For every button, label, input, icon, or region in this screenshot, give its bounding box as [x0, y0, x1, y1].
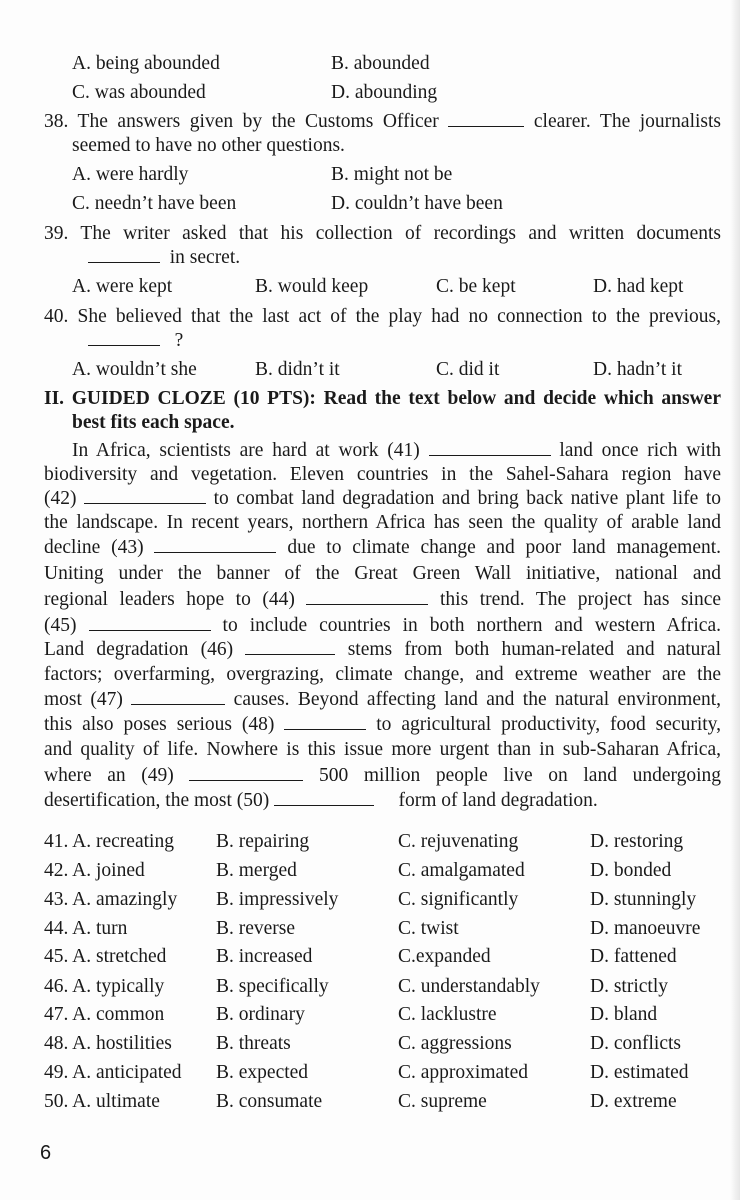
page-edge-shadow: [730, 0, 740, 1200]
passage-line: In Africa, scientists are hard at work (41) land once rich with: [72, 440, 721, 461]
passage-line: regional leaders hope to (44) this trend. The project has since: [44, 589, 722, 610]
passage-line: factors; overfarming, overgrazing, climate change, and extreme weather are the: [44, 664, 721, 685]
q40-stem-line1: 40. She believed that the last act of the play had no connection to the previous,: [44, 306, 721, 327]
q37-option-a: A. being abounded: [72, 53, 220, 74]
blank-47: [131, 690, 225, 705]
q37-option-d: D. abounding: [331, 82, 438, 103]
passage-line: decline (43) due to climate change and poor land management.: [44, 537, 722, 558]
blank-43: [154, 538, 276, 553]
answer-blank: [88, 331, 160, 346]
q37-option-b: B. abounded: [331, 53, 430, 74]
passage-line: (42) to combat land degradation and bring back native plant life to: [44, 488, 722, 509]
q39-option-a: A. were kept: [72, 276, 173, 297]
page-number: 6: [40, 1142, 52, 1164]
blank-44: [306, 590, 428, 605]
blank-45: [89, 616, 211, 631]
passage-line: and quality of life. Nowhere is this issue more urgent than in sub-Saharan Africa,: [44, 739, 721, 760]
q39-stem-line2: in secret.: [88, 246, 240, 270]
section-heading: II. GUIDED CLOZE (10 PTS): Read the text below and decide which answer: [44, 388, 721, 409]
q40-option-d: D. hadn’t it: [593, 359, 683, 380]
blank-46: [245, 640, 335, 655]
blank-50: [274, 791, 374, 806]
blank-49: [189, 766, 303, 781]
q39-option-c: C. be kept: [436, 276, 516, 297]
passage-line: most (47) causes. Beyond affecting land and the natural environment,: [44, 689, 722, 710]
passage-line: Uniting under the banner of the Great Green Wall initiative, national and: [44, 563, 721, 584]
blank-48: [284, 715, 366, 730]
q39-option-d: D. had kept: [593, 276, 684, 297]
passage-line: where an (49) 500 million people live on land undergoing: [44, 765, 722, 786]
passage-line: the landscape. In recent years, northern Africa has seen the quality of arable land: [44, 512, 721, 533]
exam-page: A. being abounded B. abounded C. was abounded D. abounding 38. The answers given by the Customs Officer clearer. The journalists seemed to have no other questions. A. were hardly B. might not be C. needn’t have been D. couldn’t have been 39. The writer asked that his collection of recordings and written documents in secret. A. were kept B. would keep C. be kept D. had kept 40. She believed that the last act of the play had no connection to the previous, ? A. wouldn’t she B. didn’t it C. did it D. hadn’t it II. GUIDED CLOZE (10 PTS): Read the text below and decide which answer best fits each space. In Africa, scientists are hard at work (41) land once rich with biodiversity and vegetation. Eleven countries in the Sahel-Sahara region have (42) to combat land degradation and bring back native plant life to the landscape. In recent years, northern Africa has seen the quality of arable land decline (43) due to climate change and poor land management. Uniting under the banner of the Great Green Wall initiative, national and regional leaders hope to (44) this trend. The project has since (45) to include countries in both northern and western Africa. Land degradation (46) stems from both human-related and natural factors; overfarming, overgrazing, climate change, and extreme weather are the most (47) causes. Beyond affecting land and the natural environment, this also poses serious (48) to agricultural productivity, food security, and quality of life. Nowhere is this issue more urgent than in sub-Saharan Africa, where an (49) 500 million people live on land undergoing desertification, the most (50) form of land degradation. 41. A. recreating B. repairing C. rejuvenating D. restoring 42. A. joined B. merged C. amalgamated D. bonded 43. A. amazingly B. impressively C. significantly D. stunningly 44. A. turn B. reverse C. twist D. manoeuvre 45. A. stretched B. increased C.expanded D. fattened 46. A. typically B. specifically C. understandably D. strictly 47. A. common B. ordinary C. lacklustre D. bland 48. A. hostilities B. threats C. aggressions D. conflicts 49. A. anticipated B. expected C. approximated D. estimated 50. A. ultimate B. consumate C. supreme D. extreme 6: [0, 0, 740, 1200]
q39-stem-line1: 39. The writer asked that his collection of recordings and written documents: [44, 223, 721, 244]
q38-option-a: A. were hardly: [72, 164, 189, 185]
passage-line: this also poses serious (48) to agricultural productivity, food security,: [44, 714, 722, 735]
q37-option-c: C. was abounded: [72, 82, 206, 103]
answer-blank: [88, 248, 160, 263]
q40-option-b: B. didn’t it: [255, 359, 340, 380]
q40-option-c: C. did it: [436, 359, 500, 380]
q38-option-c: C. needn’t have been: [72, 193, 237, 214]
q40-option-a: A. wouldn’t she: [72, 359, 197, 380]
q38-option-d: D. couldn’t have been: [331, 193, 503, 214]
q38-stem-line1: 38. The answers given by the Customs Officer clearer. The journalists: [44, 111, 722, 132]
blank-41: [429, 441, 551, 456]
q38-option-b: B. might not be: [331, 164, 453, 185]
section-heading-line2: best fits each space.: [72, 412, 235, 433]
q40-stem-line2: ?: [88, 329, 183, 353]
q38-stem-line2: seemed to have no other questions.: [72, 135, 345, 156]
passage-line: biodiversity and vegetation. Eleven countries in the Sahel-Sahara region have: [44, 464, 721, 485]
passage-line: Land degradation (46) stems from both human-related and natural: [44, 639, 721, 660]
blank-42: [84, 489, 206, 504]
answer-blank: [448, 112, 524, 127]
q39-option-b: B. would keep: [255, 276, 369, 297]
passage-line: (45) to include countries in both northern and western Africa.: [44, 615, 721, 636]
passage-line: desertification, the most (50) form of land degradation.: [44, 790, 598, 811]
